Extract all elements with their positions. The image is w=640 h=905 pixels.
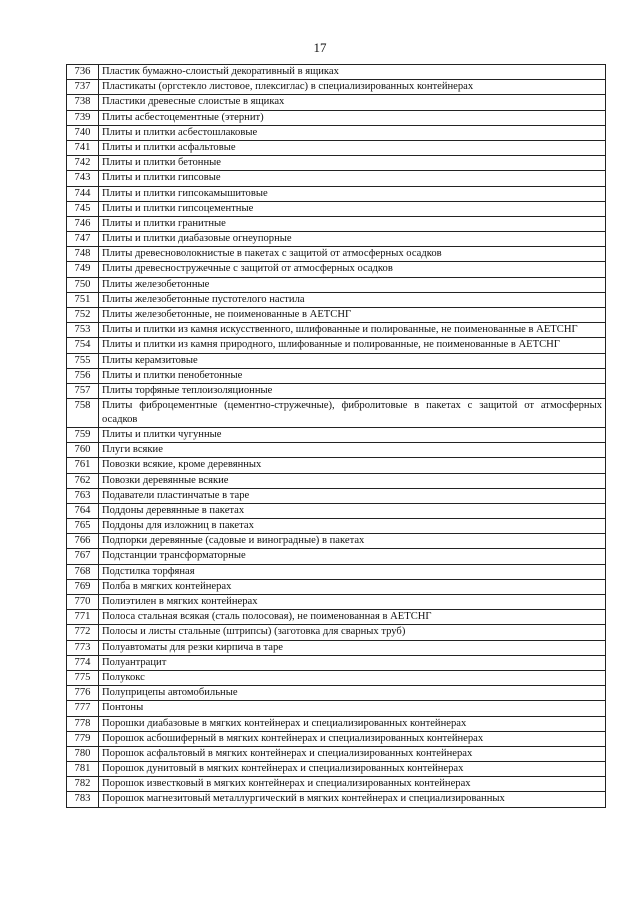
item-name: Полоса стальная всякая (сталь полосовая), не поименованная в АЕТСНГ xyxy=(99,610,606,625)
row-number: 739 xyxy=(67,110,99,125)
item-name: Подаватели пластинчатые в таре xyxy=(99,488,606,503)
item-name: Порошок асбошиферный в мягких контейнерах и специализированных контейнерах xyxy=(99,731,606,746)
item-name: Полуавтоматы для резки кирпича в таре xyxy=(99,640,606,655)
table-row xyxy=(67,716,606,731)
table-row xyxy=(67,399,606,428)
table-row xyxy=(67,731,606,746)
table-row xyxy=(67,503,606,518)
row-number: 761 xyxy=(67,458,99,473)
table-row xyxy=(67,458,606,473)
row-number: 746 xyxy=(67,216,99,231)
table-row xyxy=(67,443,606,458)
row-number: 738 xyxy=(67,95,99,110)
table-row xyxy=(67,338,606,353)
item-name: Плиты и плитки бетонные xyxy=(99,156,606,171)
item-name: Плиты и плитки чугунные xyxy=(99,427,606,442)
table-row xyxy=(67,579,606,594)
item-name: Полукокс xyxy=(99,670,606,685)
row-number: 750 xyxy=(67,277,99,292)
table-row xyxy=(67,549,606,564)
row-number: 744 xyxy=(67,186,99,201)
table-row xyxy=(67,216,606,231)
row-number: 779 xyxy=(67,731,99,746)
table-row xyxy=(67,262,606,277)
table-row xyxy=(67,762,606,777)
row-number: 754 xyxy=(67,338,99,353)
item-name: Плиты фиброцементные (цементно-стружечные), фибролитовые в пакетах с защитой от атмосферных осадков xyxy=(99,399,606,428)
table-row xyxy=(67,232,606,247)
item-name: Плиты древесноволокнистые в пакетах с защитой от атмосферных осадков xyxy=(99,247,606,262)
row-number: 768 xyxy=(67,564,99,579)
table-row xyxy=(67,383,606,398)
item-name: Порошок асфальтовый в мягких контейнерах и специализированных контейнерах xyxy=(99,746,606,761)
table-row xyxy=(67,488,606,503)
row-number: 745 xyxy=(67,201,99,216)
table-body xyxy=(67,65,606,808)
table-row xyxy=(67,686,606,701)
table-row xyxy=(67,427,606,442)
row-number: 747 xyxy=(67,232,99,247)
row-number: 743 xyxy=(67,171,99,186)
item-name: Пластикаты (оргстекло листовое, плексиглас) в специализированных контейнерах xyxy=(99,80,606,95)
row-number: 781 xyxy=(67,762,99,777)
item-name: Полба в мягких контейнерах xyxy=(99,579,606,594)
item-name: Повозки всякие, кроме деревянных xyxy=(99,458,606,473)
item-name: Полиэтилен в мягких контейнерах xyxy=(99,595,606,610)
item-name: Плиты и плитки диабазовые огнеупорные xyxy=(99,232,606,247)
item-name: Порошки диабазовые в мягких контейнерах и специализированных контейнерах xyxy=(99,716,606,731)
row-number: 777 xyxy=(67,701,99,716)
row-number: 769 xyxy=(67,579,99,594)
row-number: 771 xyxy=(67,610,99,625)
row-number: 751 xyxy=(67,292,99,307)
row-number: 752 xyxy=(67,308,99,323)
row-number: 760 xyxy=(67,443,99,458)
item-name: Плиты и плитки пенобетонные xyxy=(99,368,606,383)
table-row xyxy=(67,473,606,488)
item-name: Плиты железобетонные, не поименованные в АЕТСНГ xyxy=(99,308,606,323)
table-row xyxy=(67,201,606,216)
row-number: 767 xyxy=(67,549,99,564)
table-row xyxy=(67,171,606,186)
item-name: Плиты и плитки гипсокамышитовые xyxy=(99,186,606,201)
item-name: Подпорки деревянные (садовые и виноградные) в пакетах xyxy=(99,534,606,549)
row-number: 737 xyxy=(67,80,99,95)
row-number: 773 xyxy=(67,640,99,655)
table-row xyxy=(67,746,606,761)
row-number: 763 xyxy=(67,488,99,503)
row-number: 766 xyxy=(67,534,99,549)
row-number: 778 xyxy=(67,716,99,731)
table-row xyxy=(67,247,606,262)
row-number: 756 xyxy=(67,368,99,383)
table-row xyxy=(67,640,606,655)
item-name: Поддоны для изложниц в пакетах xyxy=(99,519,606,534)
row-number: 740 xyxy=(67,125,99,140)
row-number: 774 xyxy=(67,655,99,670)
table-row xyxy=(67,792,606,807)
row-number: 757 xyxy=(67,383,99,398)
item-name: Плиты и плитки из камня природного, шлифованные и полированные, не поименованные в АЕТСНГ xyxy=(99,338,606,353)
row-number: 782 xyxy=(67,777,99,792)
table-row xyxy=(67,80,606,95)
row-number: 765 xyxy=(67,519,99,534)
cargo-items-table xyxy=(66,64,606,808)
table-row xyxy=(67,140,606,155)
item-name: Плуги всякие xyxy=(99,443,606,458)
item-name: Поддоны деревянные в пакетах xyxy=(99,503,606,518)
item-name: Порошок магнезитовый металлургический в мягких контейнерах и специализированных xyxy=(99,792,606,807)
table-row xyxy=(67,655,606,670)
row-number: 780 xyxy=(67,746,99,761)
item-name: Плиты торфяные теплоизоляционные xyxy=(99,383,606,398)
table-row xyxy=(67,308,606,323)
table-row xyxy=(67,519,606,534)
table-row xyxy=(67,65,606,80)
table-row xyxy=(67,777,606,792)
row-number: 770 xyxy=(67,595,99,610)
row-number: 759 xyxy=(67,427,99,442)
item-name: Повозки деревянные всякие xyxy=(99,473,606,488)
table-row xyxy=(67,186,606,201)
item-name: Плиты железобетонные xyxy=(99,277,606,292)
table-row xyxy=(67,625,606,640)
item-name: Плиты керамзитовые xyxy=(99,353,606,368)
item-name: Плиты железобетонные пустотелого настила xyxy=(99,292,606,307)
row-number: 762 xyxy=(67,473,99,488)
item-name: Плиты и плитки гипсоцементные xyxy=(99,201,606,216)
item-name: Полуантрацит xyxy=(99,655,606,670)
table-row xyxy=(67,670,606,685)
table-row xyxy=(67,595,606,610)
item-name: Подстилка торфяная xyxy=(99,564,606,579)
item-name: Плиты асбестоцементные (этернит) xyxy=(99,110,606,125)
table-row xyxy=(67,323,606,338)
table-row xyxy=(67,353,606,368)
table-row xyxy=(67,277,606,292)
row-number: 776 xyxy=(67,686,99,701)
item-name: Полуприцепы автомобильные xyxy=(99,686,606,701)
row-number: 758 xyxy=(67,399,99,428)
table-row xyxy=(67,701,606,716)
row-number: 742 xyxy=(67,156,99,171)
row-number: 749 xyxy=(67,262,99,277)
table-row xyxy=(67,156,606,171)
item-name: Пластики древесные слоистые в ящиках xyxy=(99,95,606,110)
table-row xyxy=(67,368,606,383)
row-number: 783 xyxy=(67,792,99,807)
item-name: Плиты и плитки гранитные xyxy=(99,216,606,231)
table-row xyxy=(67,110,606,125)
item-name: Плиты и плитки асфальтовые xyxy=(99,140,606,155)
item-name: Подстанции трансформаторные xyxy=(99,549,606,564)
item-name: Полосы и листы стальные (штрипсы) (заготовка для сварных труб) xyxy=(99,625,606,640)
row-number: 764 xyxy=(67,503,99,518)
page-number: 17 xyxy=(313,40,327,55)
item-name: Порошок дунитовый в мягких контейнерах и специализированных контейнерах xyxy=(99,762,606,777)
row-number: 741 xyxy=(67,140,99,155)
row-number: 753 xyxy=(67,323,99,338)
table-row xyxy=(67,125,606,140)
item-name: Плиты и плитки асбестошлаковые xyxy=(99,125,606,140)
row-number: 772 xyxy=(67,625,99,640)
table-row xyxy=(67,610,606,625)
item-name: Плиты и плитки гипсовые xyxy=(99,171,606,186)
row-number: 748 xyxy=(67,247,99,262)
table-row xyxy=(67,292,606,307)
item-name: Плиты древесностружечные с защитой от атмосферных осадков xyxy=(99,262,606,277)
table-row xyxy=(67,564,606,579)
item-name: Порошок известковый в мягких контейнерах и специализированных контейнерах xyxy=(99,777,606,792)
item-name: Плиты и плитки из камня искусственного, шлифованные и полированные, не поименованные в АЕТСНГ xyxy=(99,323,606,338)
table-row xyxy=(67,534,606,549)
row-number: 736 xyxy=(67,65,99,80)
table-row xyxy=(67,95,606,110)
item-name: Понтоны xyxy=(99,701,606,716)
item-name: Пластик бумажно-слоистый декоративный в ящиках xyxy=(99,65,606,80)
row-number: 775 xyxy=(67,670,99,685)
row-number: 755 xyxy=(67,353,99,368)
